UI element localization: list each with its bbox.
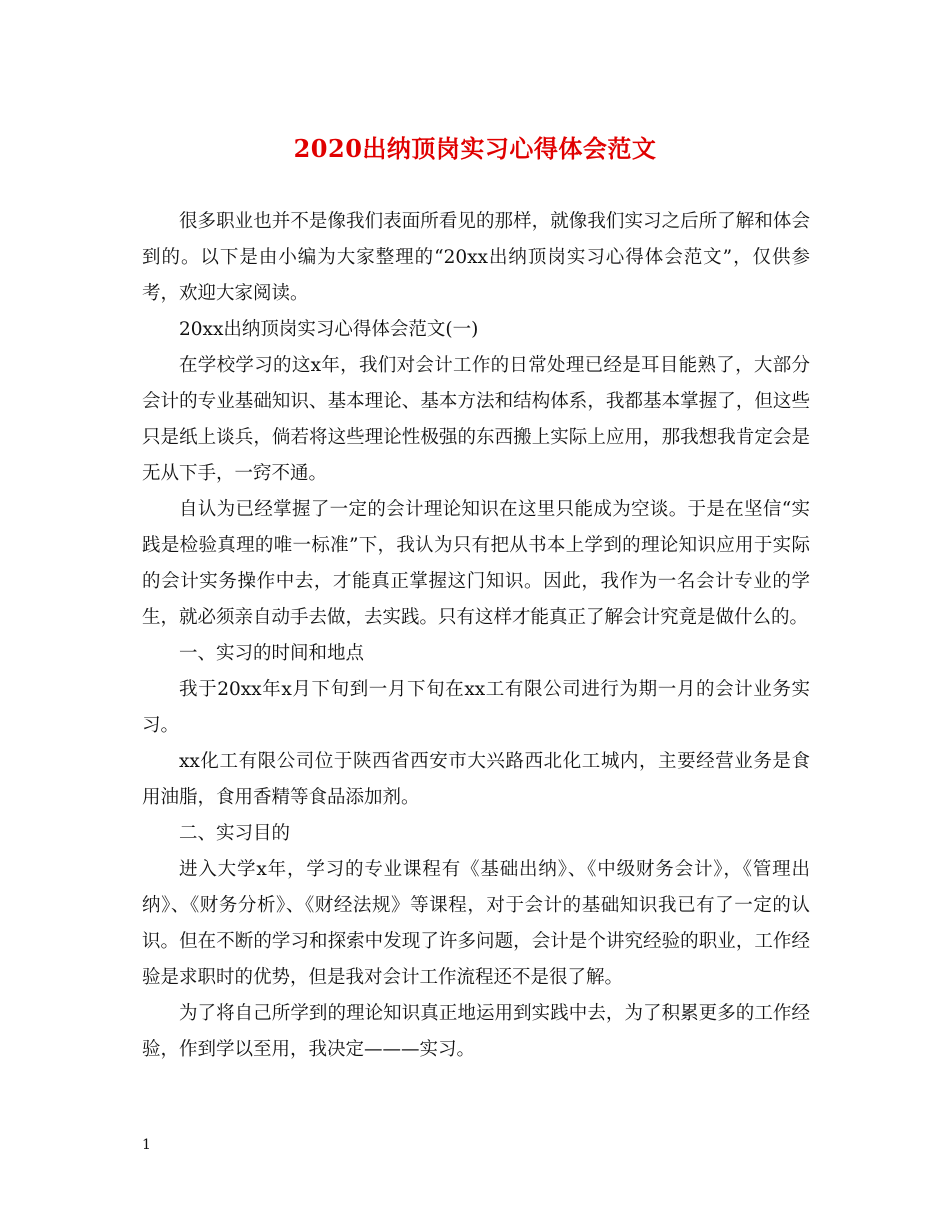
paragraph: xx化工有限公司位于陕西省西安市大兴路西北化工城内，主要经营业务是食用油脂，食用香精等食品添加剂。 (142, 751, 810, 808)
paragraph-intro: 很多职业也并不是像我们表面所看见的那样，就像我们实习之后所了解和体会到的。以下是由小编为大家整理的“20xx出纳顶岗实习心得体会范文”，仅供参考，欢迎大家阅读。 (142, 211, 810, 304)
document-body (142, 204, 810, 1068)
document-title: 2020出纳顶岗实习心得体会范文 (293, 134, 657, 163)
paragraph: 为了将自己所学到的理论知识真正地运用到实践中去，为了积累更多的工作经验，作到学以至用，我决定———实习。 (142, 1003, 810, 1060)
page-number: 1 (142, 1137, 151, 1153)
section-heading-purpose: 二、实习目的 (179, 823, 291, 844)
paragraph: 我于20xx年x月下旬到一月下旬在xx工有限公司进行为期一月的会计业务实习。 (142, 679, 810, 736)
paragraph: 在学校学习的这x年，我们对会计工作的日常处理已经是耳目能熟了，大部分会计的专业基础知识、基本理论、基本方法和结构体系，我都基本掌握了，但这些只是纸上谈兵，倘若将这些理论性极强的东西搬上实际上应用，那我想我肯定会是无从下手，一窍不通。 (142, 355, 810, 484)
paragraph-subtitle: 20xx出纳顶岗实习心得体会范文(一) (179, 319, 479, 340)
paragraph: 进入大学x年，学习的专业课程有《基础出纳》、《中级财务会计》，《管理出纳》、《财务分析》、《财经法规》等课程，对于会计的基础知识我已有了一定的认识。但在不断的学习和探索中发现了许多问题，会计是个讲究经验的职业，工作经验是求职时的优势，但是我对会计工作流程还不是很了解。 (142, 859, 810, 988)
paragraph: 自认为已经掌握了一定的会计理论知识在这里只能成为空谈。于是在坚信“实践是检验真理的唯一标准”下，我认为只有把从书本上学到的理论知识应用于实际的会计实务操作中去，才能真正掌握这门知识。因此，我作为一名会计专业的学生，就必须亲自动手去做，去实践。只有这样才能真正了解会计究竟是做什么的。 (142, 499, 810, 628)
section-heading-time-place: 一、实习的时间和地点 (179, 643, 365, 664)
